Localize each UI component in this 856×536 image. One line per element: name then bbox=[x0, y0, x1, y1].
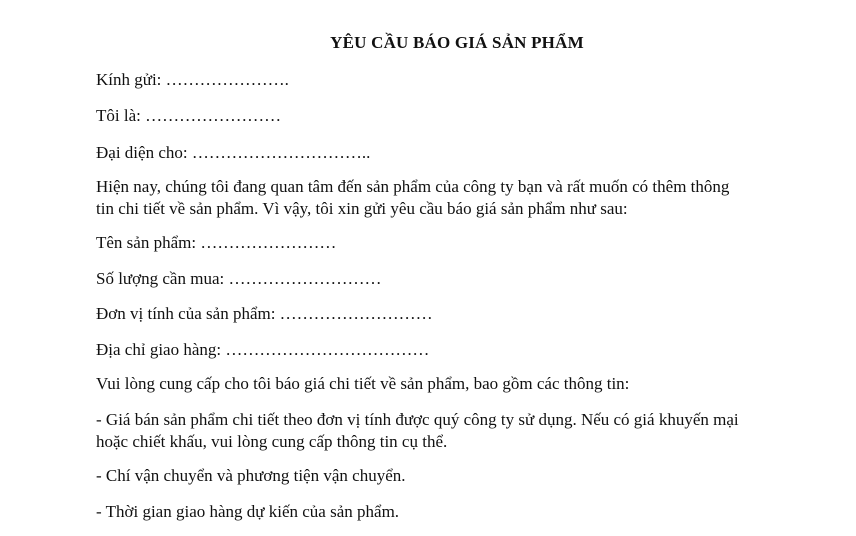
item-price-paragraph bbox=[96, 409, 824, 453]
request-line: Vui lòng cung cấp cho tôi báo giá chi tiết về sản phẩm, bao gồm các thông tin: bbox=[96, 374, 630, 393]
item-price-line-2: hoặc chiết khấu, vui lòng cung cấp thông tin cụ thể. bbox=[96, 432, 448, 451]
sender-line: Tôi là: …………………… bbox=[96, 106, 282, 125]
product-name-line: Tên sản phẩm: …………………… bbox=[96, 233, 337, 252]
intro-paragraph bbox=[96, 176, 824, 220]
quantity-line: Số lượng cần mua: ……………………… bbox=[96, 269, 382, 288]
item-price-line-1: - Giá bán sản phẩm chi tiết theo đơn vị tính được quý công ty sử dụng. Nếu có giá khuyến mại bbox=[96, 410, 739, 429]
intro-line-2: tin chi tiết về sản phẩm. Vì vậy, tôi xin gửi yêu cầu báo giá sản phẩm như sau: bbox=[96, 199, 628, 218]
unit-line: Đơn vị tính của sản phẩm: ……………………… bbox=[96, 304, 433, 323]
recipient-line: Kính gửi: …………………. bbox=[96, 70, 289, 89]
item-shipping-line: - Chí vận chuyển và phương tiện vận chuyển. bbox=[96, 466, 406, 485]
intro-line-1: Hiện nay, chúng tôi đang quan tâm đến sản phẩm của công ty bạn và rất muốn có thêm thông bbox=[96, 177, 730, 196]
document-title: YÊU CẦU BÁO GIÁ SẢN PHẨM bbox=[330, 33, 584, 52]
address-line: Địa chỉ giao hàng: ……………………………… bbox=[96, 340, 430, 359]
item-delivery-line: - Thời gian giao hàng dự kiến của sản phẩm. bbox=[96, 502, 400, 521]
represent-line: Đại diện cho: ………………………….. bbox=[96, 143, 371, 162]
